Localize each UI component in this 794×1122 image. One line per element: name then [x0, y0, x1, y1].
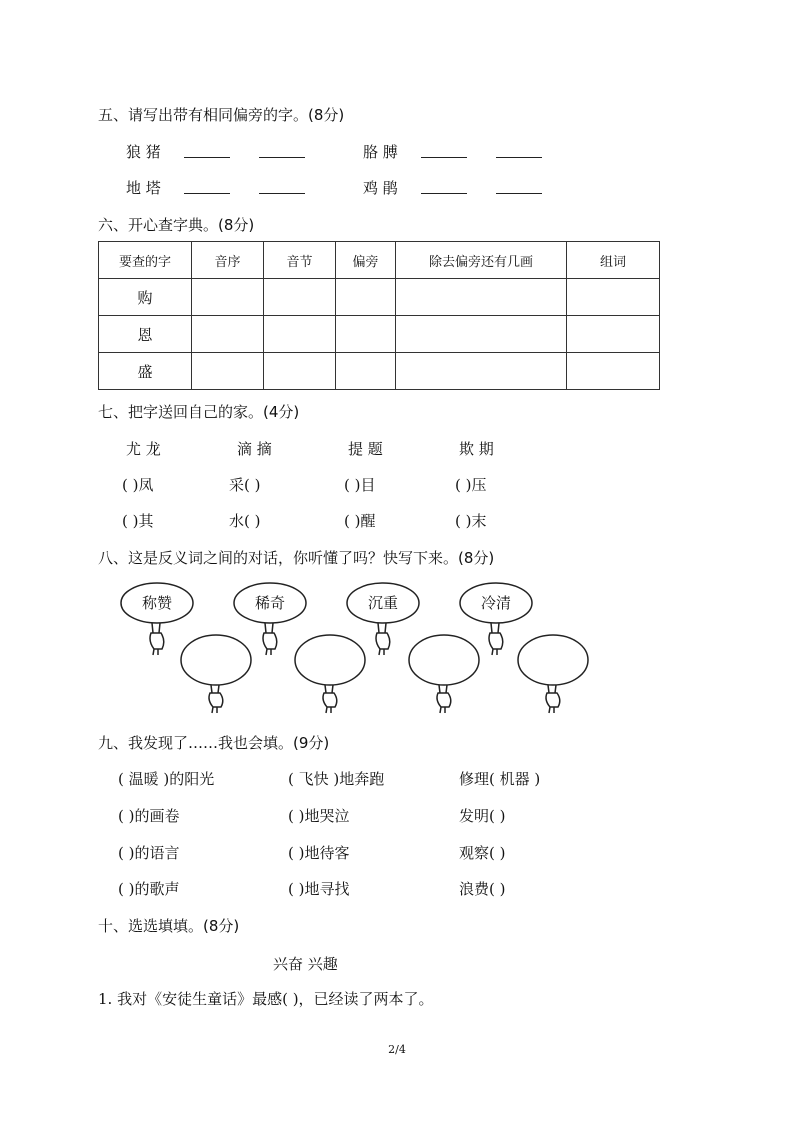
hand-icon — [489, 623, 503, 655]
answer-cell[interactable] — [192, 316, 264, 353]
hand-icon — [150, 623, 164, 655]
answer-blank[interactable] — [259, 193, 305, 194]
fill-item[interactable]: 水( ) — [229, 512, 261, 530]
answer-blank[interactable] — [421, 157, 467, 158]
answer-bubble[interactable] — [181, 635, 251, 685]
fill-item[interactable]: ( )末 — [455, 512, 487, 530]
section-6-title: 六、开心查字典。(8分) — [98, 216, 255, 234]
answer-blank[interactable] — [496, 157, 542, 158]
char-group: 尤 龙 — [126, 440, 161, 458]
hand-icon — [263, 623, 277, 655]
section-10-title: 十、选选填填。(8分) — [98, 917, 240, 935]
answer-bubble[interactable] — [295, 635, 365, 685]
speech-bubbles-illustration — [0, 575, 794, 715]
section-5-title: 五、请写出带有相同偏旁的字。(8分) — [98, 106, 345, 124]
answer-cell[interactable] — [336, 316, 396, 353]
section-7-title: 七、把字送回自己的家。(4分) — [98, 403, 300, 421]
fill-item[interactable]: ( )压 — [455, 476, 487, 494]
hand-icon — [376, 623, 390, 655]
column-header: 组词 — [567, 242, 660, 279]
char-pair: 胳 膊 — [363, 143, 398, 161]
lookup-char: 盛 — [99, 353, 192, 390]
answer-cell[interactable] — [264, 353, 336, 390]
lookup-char: 购 — [99, 279, 192, 316]
answer-cell[interactable] — [264, 316, 336, 353]
bubble-word: 稀奇 — [254, 594, 286, 612]
char-pair: 地 塔 — [126, 179, 161, 197]
fill-item[interactable]: ( )凤 — [122, 476, 154, 494]
answer-cell[interactable] — [396, 353, 567, 390]
fill-item[interactable]: ( )的画卷 — [118, 807, 180, 825]
answer-cell[interactable] — [336, 279, 396, 316]
fill-item[interactable]: 采( ) — [229, 476, 261, 494]
fill-item[interactable]: ( 温暖 )的阳光 — [118, 770, 215, 788]
bubble-word: 称赞 — [141, 594, 173, 612]
answer-bubble[interactable] — [409, 635, 479, 685]
table-row — [99, 279, 660, 316]
answer-cell[interactable] — [336, 353, 396, 390]
hand-icon — [437, 685, 451, 713]
fill-item[interactable]: ( )地寻找 — [288, 880, 350, 898]
hand-icon — [546, 685, 560, 713]
word-options: 兴奋 兴趣 — [273, 955, 338, 973]
answer-cell[interactable] — [567, 279, 660, 316]
fill-item[interactable]: ( )其 — [122, 512, 154, 530]
char-group: 提 题 — [348, 440, 383, 458]
fill-item[interactable]: 观察( ) — [459, 844, 506, 862]
fill-item[interactable]: ( )的语言 — [118, 844, 180, 862]
dictionary-table — [98, 241, 660, 390]
section-9-title: 九、我发现了……我也会填。(9分) — [98, 734, 330, 752]
fill-item[interactable]: ( )地哭泣 — [288, 807, 350, 825]
answer-cell[interactable] — [567, 353, 660, 390]
table-row — [99, 353, 660, 390]
answer-blank[interactable] — [421, 193, 467, 194]
column-header: 音节 — [264, 242, 336, 279]
answer-blank[interactable] — [184, 157, 230, 158]
fill-item[interactable]: ( )目 — [344, 476, 376, 494]
char-group: 欺 期 — [459, 440, 494, 458]
fill-item[interactable]: ( )醒 — [344, 512, 376, 530]
lookup-char: 恩 — [99, 316, 192, 353]
table-row — [99, 316, 660, 353]
hand-icon — [209, 685, 223, 713]
answer-blank[interactable] — [184, 193, 230, 194]
fill-item[interactable]: ( )的歌声 — [118, 880, 180, 898]
column-header: 除去偏旁还有几画 — [396, 242, 567, 279]
answer-cell[interactable] — [192, 353, 264, 390]
answer-cell[interactable] — [264, 279, 336, 316]
answer-cell[interactable] — [396, 279, 567, 316]
table-header-row — [99, 242, 660, 279]
char-pair: 鸡 鹃 — [363, 179, 398, 197]
question-1[interactable]: 1. 我对《安徒生童话》最感( )，已经读了两本了。 — [98, 990, 434, 1008]
fill-item[interactable]: ( 飞快 )地奔跑 — [288, 770, 385, 788]
answer-cell[interactable] — [567, 316, 660, 353]
answer-cell[interactable] — [192, 279, 264, 316]
column-header: 偏旁 — [336, 242, 396, 279]
answer-cell[interactable] — [396, 316, 567, 353]
answer-blank[interactable] — [259, 157, 305, 158]
fill-item[interactable]: 发明( ) — [459, 807, 506, 825]
column-header: 要查的字 — [99, 242, 192, 279]
fill-item[interactable]: 修理( 机器 ) — [459, 770, 541, 788]
page-number: 2/4 — [388, 1043, 406, 1056]
fill-item[interactable]: 浪费( ) — [459, 880, 506, 898]
answer-bubble[interactable] — [518, 635, 588, 685]
fill-item[interactable]: ( )地待客 — [288, 844, 350, 862]
column-header: 音序 — [192, 242, 264, 279]
hand-icon — [323, 685, 337, 713]
bubble-word: 冷清 — [480, 594, 512, 612]
bubble-word: 沉重 — [367, 594, 399, 612]
answer-blank[interactable] — [496, 193, 542, 194]
char-pair: 狼 猪 — [126, 143, 161, 161]
section-8-title: 八、这是反义词之间的对话，你听懂了吗？快写下来。(8分) — [98, 549, 495, 567]
char-group: 滴 摘 — [237, 440, 272, 458]
